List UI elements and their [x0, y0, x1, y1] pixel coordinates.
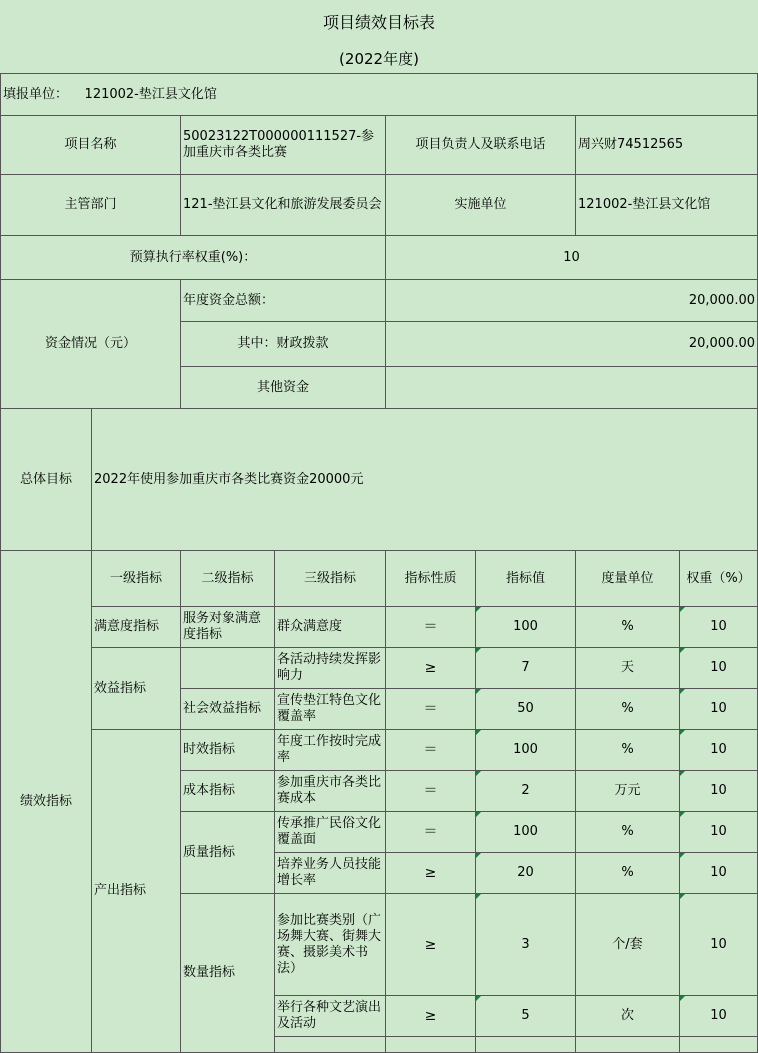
unit-label: 填报单位：: [3, 86, 69, 102]
level2-quantity: 数量指标: [181, 894, 275, 1053]
goal-row: [1, 409, 758, 551]
funds-fiscal-value: 20,000.00: [386, 322, 758, 367]
weight-cell: 10: [680, 648, 758, 689]
weight-cell: 10: [680, 607, 758, 648]
value-cell: 7: [476, 648, 576, 689]
value-cell: 20: [476, 853, 576, 894]
funds-label: 资金情况（元）: [1, 280, 181, 409]
indicator-header-row: [1, 551, 758, 607]
col-header-nature: 指标性质: [386, 551, 476, 607]
weight-cell: 10: [680, 689, 758, 730]
nature-cell: ＝: [386, 812, 476, 853]
impl-unit-value: 121002-垫江县文化馆: [576, 175, 758, 236]
level1-satisfaction: 满意度指标: [92, 607, 181, 648]
unit-cell: 次: [576, 996, 680, 1037]
nature-cell: ≥: [386, 648, 476, 689]
value-cell: 5: [476, 996, 576, 1037]
level2-social-benefit: 社会效益指标: [181, 689, 275, 730]
col-header-unit: 度量单位: [576, 551, 680, 607]
budget-weight-value: 10: [386, 236, 758, 280]
weight-cell: 10: [680, 730, 758, 771]
table-row: [1, 607, 758, 648]
nature-cell: ≥: [386, 894, 476, 996]
level2-empty: [181, 648, 275, 689]
weight-row: [1, 236, 758, 280]
funds-fiscal-label: 其中：财政拨款: [181, 322, 386, 367]
funds-other-value: [386, 367, 758, 409]
project-name-value: 50023122T000000111527-参加重庆市各类比赛: [181, 116, 386, 175]
level3-cell: 参加比赛类别（广场舞大赛、街舞大赛、摄影美术书法）: [275, 894, 386, 996]
value-cell: 50: [476, 689, 576, 730]
value-cell: 100: [476, 812, 576, 853]
level3-cell: 宣传垫江特色文化覆盖率: [275, 689, 386, 730]
level3-cell: 传承推广民俗文化覆盖面: [275, 812, 386, 853]
level3-cell: 举行各种文艺演出及活动: [275, 996, 386, 1037]
nature-cell: ＝: [386, 771, 476, 812]
performance-indicators-label: 绩效指标: [1, 551, 92, 1053]
funds-total-row: [1, 280, 758, 322]
level2-quality: 质量指标: [181, 812, 275, 894]
funds-other-label: 其他资金: [181, 367, 386, 409]
level3-cell: 培养业务人员技能增长率: [275, 853, 386, 894]
level2-cost: 成本指标: [181, 771, 275, 812]
level1-benefit: 效益指标: [92, 648, 181, 730]
project-name-row: [1, 116, 758, 175]
unit-cell: %: [576, 607, 680, 648]
nature-cell: ≥: [386, 996, 476, 1037]
unit-cell: 万元: [576, 771, 680, 812]
weight-cell: 10: [680, 853, 758, 894]
funds-total-value: 20,000.00: [386, 280, 758, 322]
weight-cell: 10: [680, 894, 758, 996]
nature-cell: ＝: [386, 607, 476, 648]
unit-cell: 个/套: [576, 894, 680, 996]
project-name-label: 项目名称: [1, 116, 181, 175]
overall-goal-text: 2022年使用参加重庆市各类比赛资金20000元: [92, 409, 758, 551]
overall-goal-label: 总体目标: [1, 409, 92, 551]
col-header-value: 指标值: [476, 551, 576, 607]
level2-timeliness: 时效指标: [181, 730, 275, 771]
funds-total-label: 年度资金总额：: [181, 280, 386, 322]
sheet-year: (2022年度): [339, 49, 419, 68]
level3-cell: 年度工作按时完成率: [275, 730, 386, 771]
goal-table: [0, 73, 758, 1053]
table-row: [1, 648, 758, 689]
unit-cell: 天: [576, 648, 680, 689]
contact-label: 项目负责人及联系电话: [386, 116, 576, 175]
dept-row: [1, 175, 758, 236]
level1-output: 产出指标: [92, 730, 181, 1053]
value-cell: 100: [476, 607, 576, 648]
level3-cell: 各活动持续发挥影响力: [275, 648, 386, 689]
unit-cell: %: [576, 689, 680, 730]
weight-cell: 10: [680, 996, 758, 1037]
weight-cell: 10: [680, 771, 758, 812]
weight-cell: 10: [680, 812, 758, 853]
level3-cell: 群众满意度: [275, 607, 386, 648]
col-header-level1: 一级指标: [92, 551, 181, 607]
unit-cell: %: [576, 730, 680, 771]
sheet-title: 项目绩效目标表: [322, 12, 435, 32]
nature-cell: ≥: [386, 853, 476, 894]
col-header-weight: 权重（%）: [680, 551, 758, 607]
unit-cell: %: [576, 812, 680, 853]
col-header-level2: 二级指标: [181, 551, 275, 607]
value-cell: 3: [476, 894, 576, 996]
unit-cell: %: [576, 853, 680, 894]
nature-cell: ＝: [386, 730, 476, 771]
level3-cell: 参加重庆市各类比赛成本: [275, 771, 386, 812]
value-cell: 2: [476, 771, 576, 812]
impl-unit-label: 实施单位: [386, 175, 576, 236]
col-header-level3: 三级指标: [275, 551, 386, 607]
table-row: [1, 730, 758, 771]
unit-cell: [1, 74, 758, 116]
budget-weight-label: 预算执行率权重(%)：: [1, 236, 386, 280]
level2-service-satisfaction: 服务对象满意度指标: [181, 607, 275, 648]
contact-value: 周兴财74512565: [576, 116, 758, 175]
unit-row: [1, 74, 758, 116]
unit-value: 121002-垫江县文化馆: [84, 86, 217, 102]
value-cell: 100: [476, 730, 576, 771]
nature-cell: ＝: [386, 689, 476, 730]
dept-value: 121-垫江县文化和旅游发展委员会: [181, 175, 386, 236]
dept-label: 主管部门: [1, 175, 181, 236]
